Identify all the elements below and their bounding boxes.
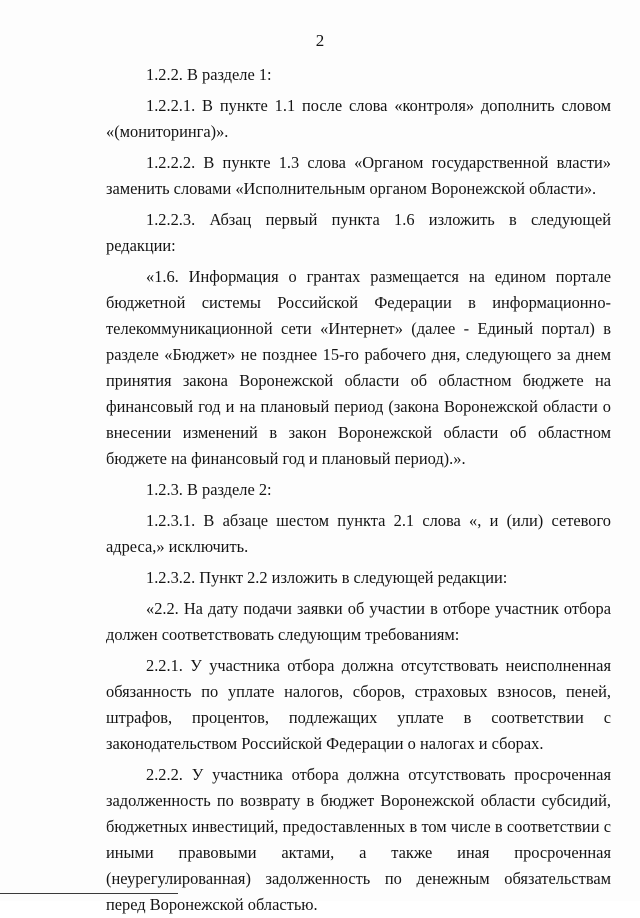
paragraph-1-2-3-1: 1.2.3.1. В абзаце шестом пункта 2.1 слова «, и (или) сетевого адреса,» исключить. bbox=[106, 511, 611, 556]
paragraph-2-2-1: 2.2.1. У участника отбора должна отсутствовать неисполненная обязанность по уплате налогов, сборов, страховых взносов, пеней, штрафов, процентов, подлежащих уплате в соответствии с законодательством Российской Федерации о налогах и сборах. bbox=[106, 656, 611, 753]
paragraph-quote-2-2: «2.2. На дату подачи заявки об участии в отборе участник отбора должен соответствовать следующим требованиям: bbox=[106, 599, 611, 644]
document-body bbox=[106, 62, 611, 918]
footnote-separator-line bbox=[0, 893, 178, 894]
paragraph-quote-1-6: «1.6. Информация о грантах размещается на едином портале бюджетной системы Российской Федерации в информационно-телекоммуникационной сети «Интернет» (далее - Единый портал) в разделе «Бюджет» не позднее 15-го рабочего дня, следующего за днем принятия закона Воронежской области об областном бюджете на финансовый год и на плановый период (закона Воронежской области о внесении изменений в закон Воронежской области об областном бюджете на финансовый год и плановый период).». bbox=[106, 267, 611, 468]
paragraph-1-2-2-3: 1.2.2.3. Абзац первый пункта 1.6 изложить в следующей редакции: bbox=[106, 210, 611, 255]
paragraph-1-2-2-2: 1.2.2.2. В пункте 1.3 слова «Органом государственной власти» заменить словами «Исполнительным органом Воронежской области». bbox=[106, 153, 611, 198]
paragraph-1-2-2-1: 1.2.2.1. В пункте 1.1 после слова «контроля» дополнить словом «(мониторинга)». bbox=[106, 96, 611, 141]
paragraph-1-2-2: 1.2.2. В разделе 1: bbox=[146, 65, 272, 84]
paragraph-1-2-3: 1.2.3. В разделе 2: bbox=[146, 480, 272, 499]
paragraph-2-2-2: 2.2.2. У участника отбора должна отсутствовать просроченная задолженность по возврату в бюджет Воронежской области субсидий, бюджетных инвестиций, предоставленных в том числе в соответствии с иными правовыми актами, а также иная просроченная (неурегулированная) задолженность по денежным обязательствам перед Воронежской областью. bbox=[106, 765, 611, 914]
paragraph-1-2-3-2: 1.2.3.2. Пункт 2.2 изложить в следующей редакции: bbox=[146, 568, 508, 587]
page-number: 2 bbox=[315, 31, 325, 50]
